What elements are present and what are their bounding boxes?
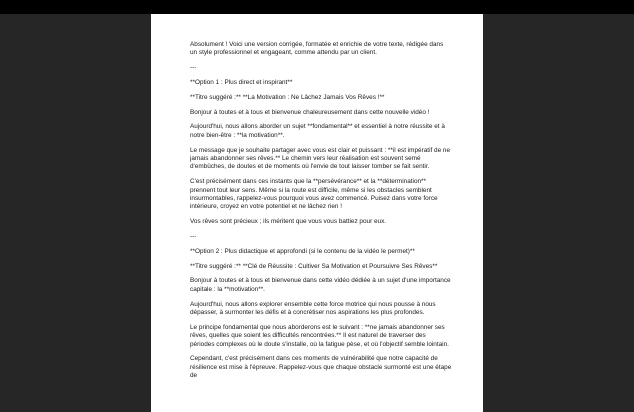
option-2-heading: **Option 2 : Plus didactique et approfondi (si le contenu de la vidéo le permet)** xyxy=(190,247,415,255)
option-2-title: **Titre suggéré :** **Clé de Réussite : Cultiver Sa Motivation et Poursuivre Ses Rêves** xyxy=(190,262,438,270)
option-1-topic: Aujourd'hui, nous allons aborder un sujet **fondamental** et essentiel à notre réussite et à notre bien-être : **la motivation**. xyxy=(190,123,445,139)
option-2-principle: Le principe fondamental que nous aborderons est le suivant : **ne jamais abandonner ses rêves, quelles que soient les difficultés rencontrées.** Il est naturel de traverser des périodes complexes où le doute s'installe, où la fatigue pèse, et où l'objectif semble lointain. xyxy=(190,323,449,348)
separator-2: --- xyxy=(190,233,197,241)
option-1-heading: **Option 1 : Plus direct et inspirant** xyxy=(190,79,293,86)
option-1-message: Le message que je souhaite partager avec vous est clair et puissant : **il est impératif de ne jamais abandonner ses rêves.** Le chemin vers leur réalisation est souvent semé d'embûches, de doutes et de moments où l'envie de tout laisser tomber se fait sentir. xyxy=(190,146,451,171)
option-1-greeting: Bonjour à toutes et à tous et bienvenue chaleureusement dans cette nouvelle vidéo ! xyxy=(190,108,430,116)
top-toolbar-bar xyxy=(0,0,634,14)
document-body xyxy=(190,41,452,387)
document-page xyxy=(151,14,483,412)
option-2-topic: Aujourd'hui, nous allons explorer ensemble cette force motrice qui nous pousse à nous dépasser, à surmonter les défis et à concrétiser nos aspirations les plus profondes. xyxy=(190,300,436,317)
option-1-closing: Vos rêves sont précieux ; ils méritent que vous vous battiez pour eux. xyxy=(190,218,387,226)
paragraph-intro: Absolument ! Voici une version corrigée, formatée et enrichie de votre texte, rédigée dans un style professionnel et engageant, comme attendu par un client. xyxy=(190,41,444,57)
option-1-perseverance: C'est précisément dans ces instants que la **persévérance** et la **détermination** prennent tout leur sens. Même si la route est difficile, même si les obstacles semblent insurmontables, rappelez-vous pourquoi vous avez commencé. Puisez dans votre force intérieure, croyez en votre potentiel et ne lâchez rien ! xyxy=(190,178,438,211)
separator-1: --- xyxy=(190,64,197,72)
option-2-greeting: Bonjour à toutes et à tous et bienvenue dans cette vidéo dédiée à un sujet d'une importance capitale : la **motivation**. xyxy=(190,277,451,293)
option-1-title: **Titre suggéré :** **La Motivation : Ne Lâchez Jamais Vos Rêves !** xyxy=(190,93,385,101)
option-2-resilience: Cependant, c'est précisément dans ces moments de vulnérabilité que notre capacité de résilience est mise à l'épreuve. Rappelez-vous que chaque obstacle surmonté est une étape de xyxy=(190,355,452,380)
